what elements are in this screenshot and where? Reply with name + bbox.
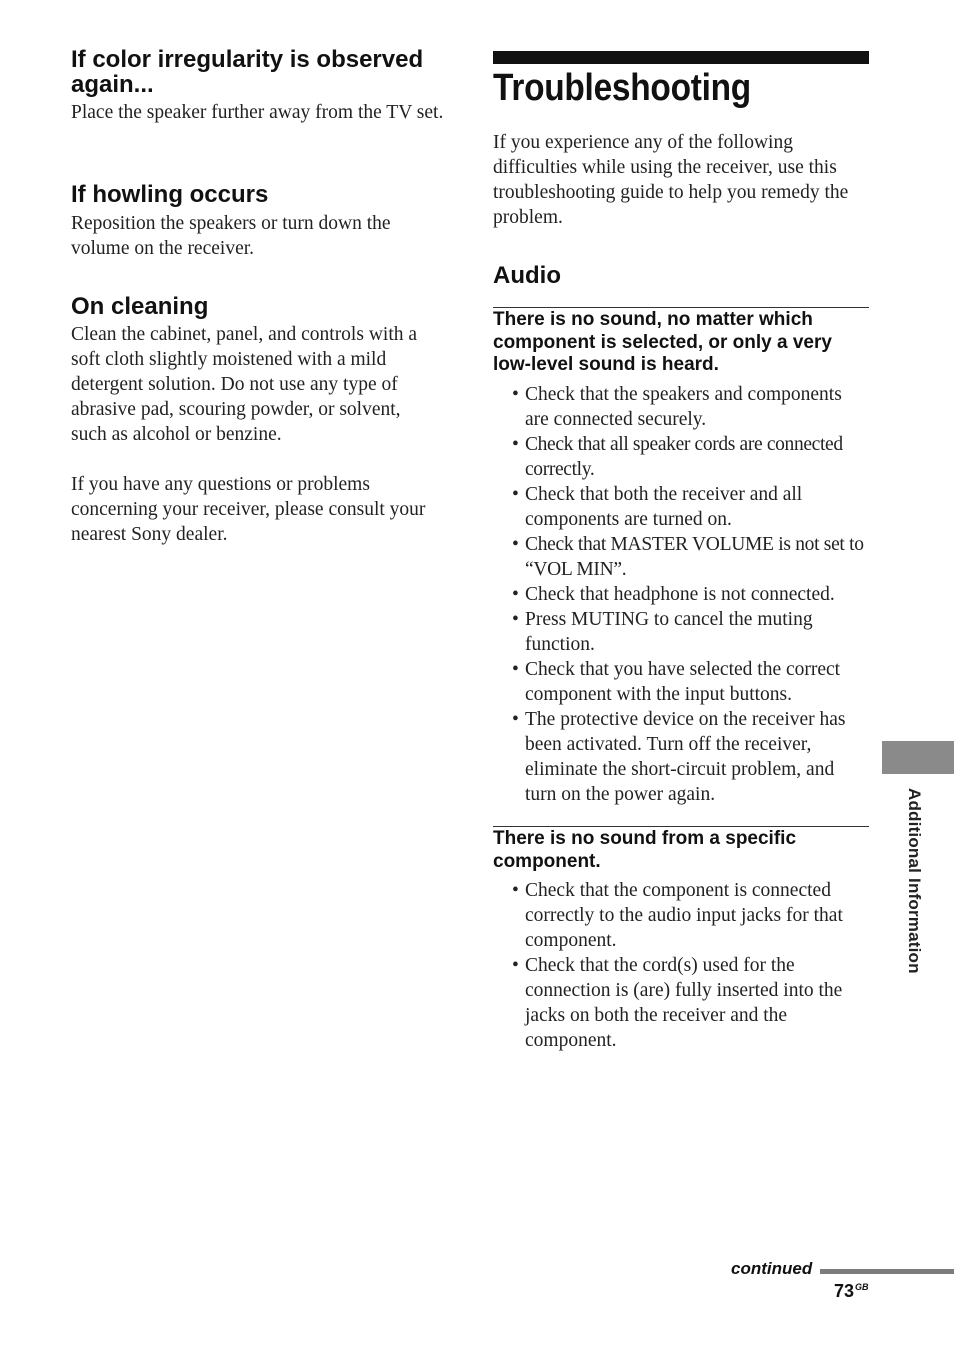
bullet-icon: • [512, 383, 519, 405]
page-title: Troubleshooting [493, 67, 751, 109]
problem-heading: There is no sound from a specific component. [493, 828, 797, 872]
problem-rule-1 [493, 307, 869, 308]
section-body-cleaning: Clean the cabinet, panel, and controls with a soft cloth slightly moistened with a mild detergent solution. Do not use any type of abrasive pad, scouring powder, or solvent, such as alcohol or benzine. [71, 324, 418, 445]
title-bar [493, 51, 869, 64]
bullet-icon: • [512, 708, 519, 730]
bullet-icon: • [512, 608, 519, 630]
list-item: • Check that headphone is not connected. [512, 583, 835, 605]
bullet-icon: • [512, 658, 519, 680]
list-item: • Check that all speaker cords are connected correctly. [512, 433, 843, 480]
bullet-icon: • [512, 433, 519, 455]
problem-bullets [493, 878, 869, 1053]
list-item: • The protective device on the receiver has been activated. Turn off the receiver, eliminate the short-circuit problem, and turn on the power again. [512, 708, 846, 805]
bullet-icon: • [512, 583, 519, 605]
bullet-icon: • [512, 955, 519, 976]
list-item: • Check that MASTER VOLUME is not set to “VOL MIN”. [512, 533, 864, 580]
section-heading-cleaning: On cleaning [71, 293, 209, 320]
list-item: • Check that the component is connected correctly to the audio input jacks for that component. [512, 880, 843, 951]
list-item: • Press MUTING to cancel the muting function. [512, 608, 813, 655]
section-body-color-irregularity: Place the speaker further away from the TV set. [71, 102, 444, 123]
problem-bullets [493, 382, 869, 807]
problem-heading: There is no sound, no matter which component is selected, or only a very low-level sound is heard. [493, 309, 832, 375]
continued-bar [820, 1269, 954, 1274]
continued-label: continued [731, 1259, 813, 1278]
list-item: • Check that you have selected the correct component with the input buttons. [512, 658, 841, 705]
audio-heading: Audio [493, 262, 561, 289]
page-number: $73^{GB}$ [834, 1281, 869, 1301]
bullet-icon: • [512, 533, 519, 555]
list-item: • Check that the speakers and components are connected securely. [512, 383, 842, 430]
bullet-icon: • [512, 483, 519, 505]
bullet-icon: • [512, 880, 519, 901]
section-heading-color-irregularity: If color irregularity is observed again... [71, 46, 424, 98]
section-heading-howling: If howling occurs [71, 181, 269, 208]
problem-block-specific-component [493, 828, 869, 1053]
section-body-howling: Reposition the speakers or turn down the volume on the receiver. [71, 213, 391, 259]
section-tab [882, 741, 954, 774]
section-body-dealer-note: If you have any questions or problems concerning your receiver, please consult your nearest Sony dealer. [71, 474, 426, 545]
intro-text: If you experience any of the following difficulties while using the receiver, use this troubleshooting guide to help you remedy the problem. [493, 132, 849, 228]
problem-rule-2 [493, 826, 869, 827]
list-item: • Check that both the receiver and all components are turned on. [512, 483, 803, 530]
problem-block-no-sound [493, 309, 869, 807]
section-tab-label: Additional Information [905, 788, 924, 974]
list-item: • Check that the cord(s) used for the connection is (are) fully inserted into the jacks on both the receiver and the component. [512, 955, 843, 1051]
page-suffix: GB [855, 1282, 869, 1292]
